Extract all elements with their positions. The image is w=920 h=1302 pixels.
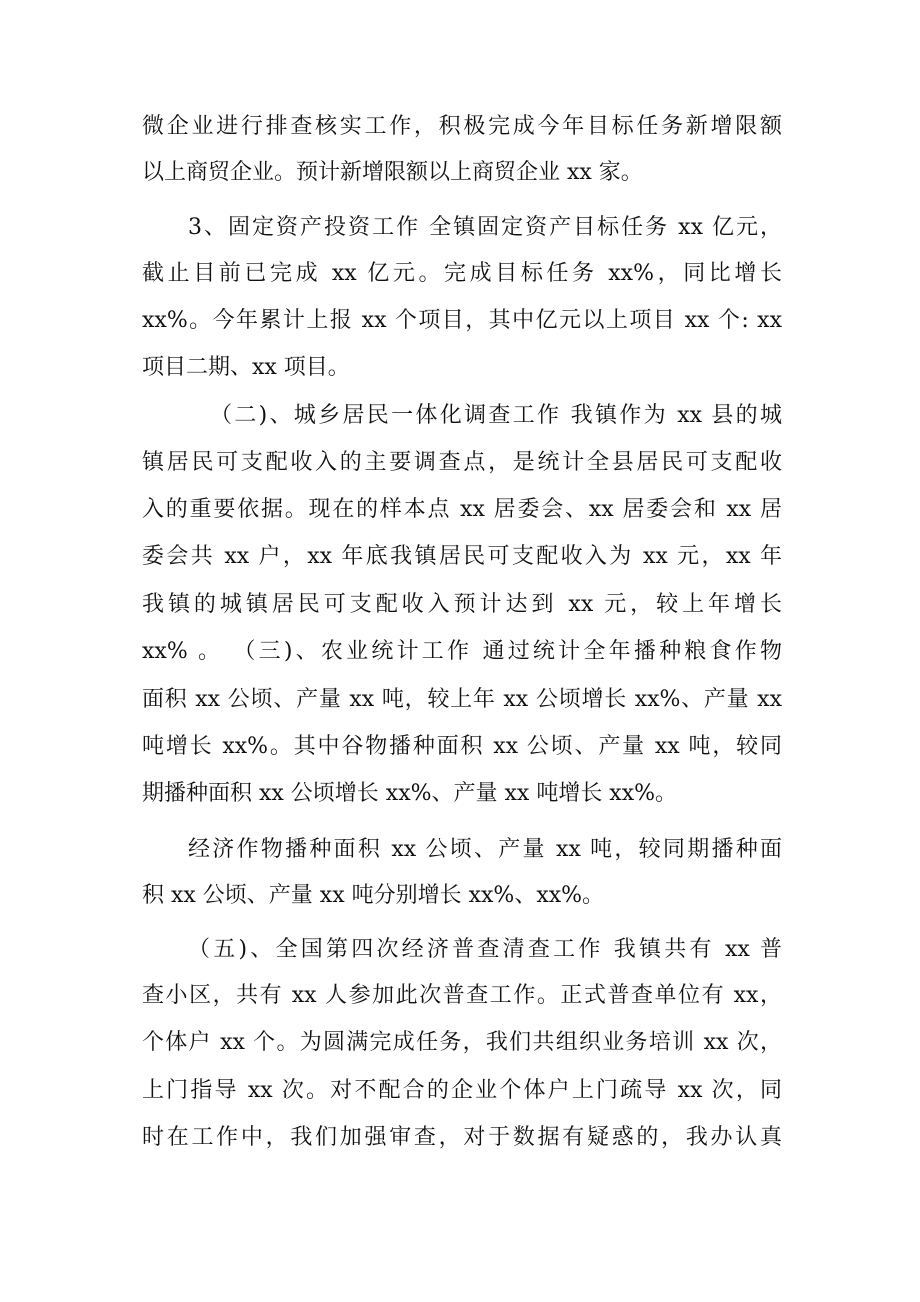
- text-line: 面积 xx 公顷、产量 xx 吨，较上年 xx 公顷增长 xx%、产量 xx: [142, 687, 782, 712]
- text-line: 微企业进行排查核实工作，积极完成今年目标任务新增限额: [142, 114, 782, 139]
- text-line: xx%。今年累计上报 xx 个项目，其中亿元以上项目 xx 个: xx: [142, 308, 782, 333]
- text-line: 截止目前已完成 xx 亿元。完成目标任务 xx%，同比增长: [142, 261, 782, 286]
- text-line: 项目二期、xx 项目。: [142, 355, 350, 380]
- text-line: 3、固定资产投资工作 全镇固定资产目标任务 xx 亿元，: [188, 215, 782, 240]
- text-line: 委会共 xx 户，xx 年底我镇居民可支配收入为 xx 元，xx 年: [142, 544, 782, 569]
- text-line: 我镇的城镇居民可支配收入预计达到 xx 元，较上年增长: [142, 592, 782, 617]
- text-line: 个体户 xx 个。为圆满完成任务，我们共组织业务培训 xx 次，: [142, 1030, 782, 1055]
- text-line: 入的重要依据。现在的样本点 xx 居委会、xx 居委会和 xx 居: [142, 497, 782, 522]
- text-line: 积 xx 公顷、产量 xx 吨分别增长 xx%、xx%。: [142, 883, 605, 908]
- text-line: 查小区，共有 xx 人参加此次普查工作。正式普查单位有 xx，: [142, 983, 782, 1008]
- text-line: 时在工作中，我们加强审查，对于数据有疑惑的，我办认真: [142, 1125, 782, 1150]
- text-line: xx% 。 （三)、农业统计工作 通过统计全年播种粮食作物: [142, 639, 782, 664]
- text-line: 以上商贸企业。预计新增限额以上商贸企业 xx 家。: [142, 160, 643, 185]
- text-line: 上门指导 xx 次。对不配合的企业个体户上门疏导 xx 次，同: [142, 1078, 782, 1103]
- text-line: 镇居民可支配收入的主要调查点，是统计全县居民可支配收: [142, 450, 782, 475]
- text-line: （二)、城乡居民一体化调查工作 我镇作为 xx 县的城: [210, 403, 782, 428]
- text-line: 吨增长 xx%。其中谷物播种面积 xx 公顷、产量 xx 吨，较同: [142, 734, 782, 759]
- text-line: 期播种面积 xx 公顷增长 xx%、产量 xx 吨增长 xx%。: [142, 781, 678, 806]
- text-line: （五)、全国第四次经济普查清查工作 我镇共有 xx 普: [188, 937, 782, 962]
- text-line: 经济作物播种面积 xx 公顷、产量 xx 吨，较同期播种面: [188, 837, 782, 862]
